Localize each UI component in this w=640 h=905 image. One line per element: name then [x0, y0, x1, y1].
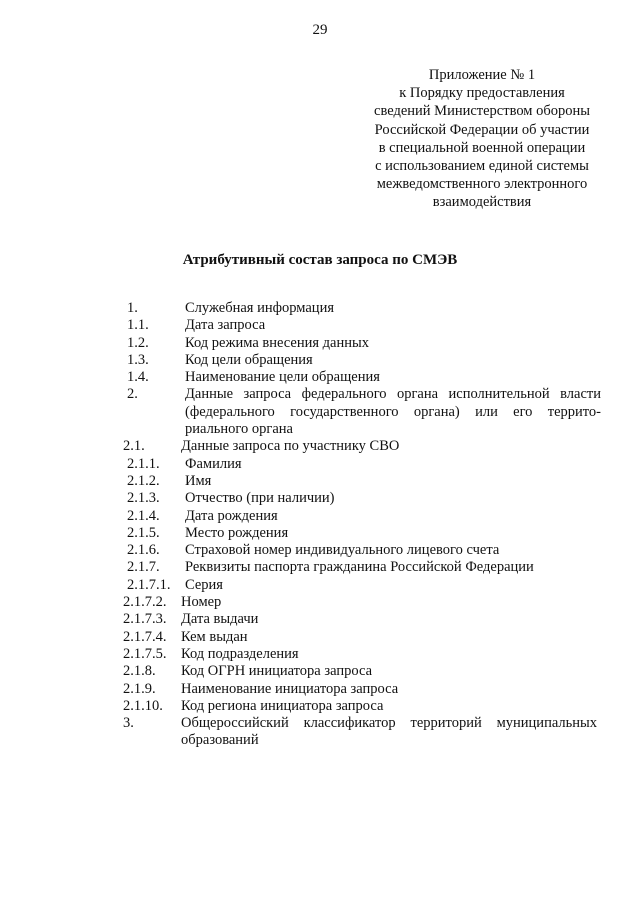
item-text [185, 369, 601, 386]
list-item [0, 542, 640, 559]
item-text [185, 490, 601, 507]
list-item [0, 473, 640, 490]
item-text-line: Данные запроса федерального органа исполнительной власти [185, 386, 601, 403]
item-text [185, 577, 601, 594]
item-number: 2.1.6. [127, 542, 160, 559]
item-number: 2.1.7.4. [123, 628, 167, 645]
item-text [181, 681, 597, 698]
list-item [0, 577, 640, 594]
item-number: 2.1. [123, 438, 145, 455]
list-item [0, 335, 640, 352]
item-text [181, 594, 597, 611]
list-item [0, 611, 640, 628]
item-number: 2. [127, 386, 138, 403]
item-text [185, 508, 601, 525]
list-item [0, 646, 640, 663]
item-text [181, 646, 597, 663]
item-text [185, 352, 601, 369]
item-text-line: Отчество (при наличии) [185, 490, 335, 507]
item-number: 2.1.1. [127, 455, 160, 472]
item-number: 2.1.7.1. [127, 576, 171, 593]
list-item [0, 629, 640, 646]
item-text-line: Код ОГРН инициатора запроса [181, 663, 373, 680]
item-text-line: Дата рождения [185, 507, 278, 524]
item-text-line: Дата выдачи [181, 611, 259, 628]
item-text [185, 386, 601, 438]
list-item [0, 352, 640, 369]
appendix-line: Российской Федерации об участии [374, 121, 590, 138]
item-number: 2.1.7.5. [123, 645, 167, 662]
item-number: 1.2. [127, 334, 149, 351]
item-text-line: Место рождения [185, 524, 289, 541]
list-item [0, 508, 640, 525]
item-text-line: Наименование инициатора запроса [181, 680, 399, 697]
item-text-line: Фамилия [185, 455, 242, 472]
list-item [0, 715, 640, 750]
item-text-line: образований [181, 732, 259, 749]
list-item [0, 369, 640, 386]
appendix-line: в специальной военной операции [378, 139, 586, 156]
list-item [0, 698, 640, 715]
item-text [181, 611, 597, 628]
page-number: 29 [312, 22, 328, 38]
item-number: 2.1.5. [127, 524, 160, 541]
item-text [185, 317, 601, 334]
item-number: 2.1.7.3. [123, 611, 167, 628]
item-number: 2.1.3. [127, 490, 160, 507]
appendix-line: межведомственного электронного [376, 176, 588, 193]
item-text [181, 629, 597, 646]
appendix-line: к Порядку предоставления [399, 85, 565, 102]
list-item [0, 386, 640, 438]
appendix-line: с использованием единой системы [375, 158, 589, 175]
item-text-line: Код подразделения [181, 645, 299, 662]
item-text [185, 300, 601, 317]
item-text-line: Реквизиты паспорта гражданина Российской Федерации [185, 559, 534, 576]
item-text [181, 698, 597, 715]
list-item [0, 438, 640, 455]
item-text [185, 473, 601, 490]
item-number: 2.1.7. [127, 559, 160, 576]
item-text [181, 438, 597, 455]
appendix-line: сведений Министерством обороны [374, 103, 590, 120]
item-text-line: Кем выдан [181, 628, 248, 645]
item-text-line: Код региона инициатора запроса [181, 697, 384, 714]
item-text-line: Код цели обращения [185, 351, 313, 368]
item-text-line: Служебная информация [185, 300, 334, 316]
item-number: 2.1.2. [127, 472, 160, 489]
item-number: 2.1.8. [123, 663, 156, 680]
item-text [185, 335, 601, 352]
item-text [181, 663, 597, 680]
item-text [185, 542, 601, 559]
item-text-line: Наименование цели обращения [185, 369, 380, 386]
list-item [0, 456, 640, 473]
item-text-line: Имя [185, 472, 212, 489]
item-text [185, 559, 601, 576]
list-item [0, 663, 640, 680]
item-number: 2.1.9. [123, 680, 156, 697]
item-number: 2.1.10. [123, 697, 163, 714]
list-item [0, 300, 640, 317]
item-text [181, 715, 597, 750]
list-item [0, 559, 640, 576]
item-text-line: Серия [185, 576, 223, 593]
list-item [0, 317, 640, 334]
appendix-line: Приложение № 1 [428, 67, 536, 83]
document-title: Атрибутивный состав запроса по СМЭВ [182, 252, 458, 268]
item-number: 1. [127, 300, 138, 316]
item-number: 1.1. [127, 317, 149, 334]
appendix-header [362, 66, 602, 212]
item-number: 2.1.4. [127, 507, 160, 524]
item-text-line: риального органа [185, 421, 293, 438]
list-item [0, 594, 640, 611]
item-text [185, 525, 601, 542]
item-text-line: Страховой номер индивидуального лицевого счета [185, 542, 500, 559]
item-text-line: Данные запроса по участнику СВО [181, 438, 400, 455]
item-text-line: (федерального государственного органа) или его террито- [185, 403, 601, 420]
item-number: 1.3. [127, 351, 149, 368]
item-text-line: Общероссийский классификатор территорий муниципальных [181, 715, 597, 732]
list-item [0, 681, 640, 698]
item-text-line: Номер [181, 594, 222, 611]
list-item [0, 490, 640, 507]
item-text [185, 456, 601, 473]
appendix-line: взаимодействия [432, 194, 532, 211]
item-text-line: Дата запроса [185, 317, 266, 334]
item-number: 1.4. [127, 369, 149, 386]
item-number: 2.1.7.2. [123, 594, 167, 611]
item-number: 3. [123, 715, 134, 732]
list-item [0, 525, 640, 542]
attribute-list [0, 300, 640, 750]
item-text-line: Код режима внесения данных [185, 334, 369, 351]
